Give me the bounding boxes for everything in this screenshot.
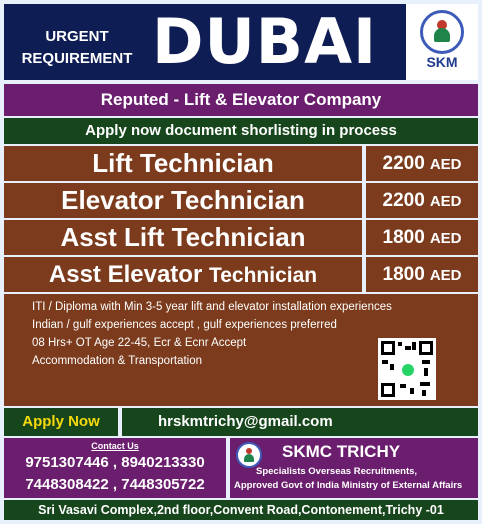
qr-module xyxy=(412,342,416,350)
location-title: DUBAI xyxy=(152,5,378,78)
job-title: Asst Lift Technician xyxy=(4,220,366,255)
qr-finder xyxy=(419,341,433,355)
company-type-band: Reputed - Lift & Elevator Company xyxy=(4,84,478,116)
email-link[interactable]: hrskmtrichy@gmail.com xyxy=(158,413,333,430)
address-bar: Sri Vasavi Complex,2nd floor,Convent Road,Contonement,Trichy -01 xyxy=(4,500,478,520)
salary-amount: 1800 xyxy=(382,227,425,248)
contact-box xyxy=(4,438,226,498)
job-title: Elevator Technician xyxy=(4,183,366,218)
job-title-main: Asst Elevator xyxy=(48,261,203,288)
qr-code-icon[interactable] xyxy=(378,338,436,400)
qr-module xyxy=(390,364,394,370)
company-tagline: Specialists Overseas Recruitments, xyxy=(256,466,418,477)
job-title-sub: Technician xyxy=(208,264,318,287)
contact-label: Contact Us xyxy=(91,441,139,451)
qr-module xyxy=(400,384,406,388)
qr-finder xyxy=(381,341,395,355)
salary-amount: 1800 xyxy=(382,264,425,285)
qr-module xyxy=(410,388,414,394)
shortlisting-band: Apply now document shorlisting in process xyxy=(4,118,478,144)
job-row xyxy=(4,220,478,257)
header-banner xyxy=(4,4,406,80)
job-row xyxy=(4,183,478,220)
qr-module xyxy=(405,346,411,350)
company-approval: Approved Govt of India Ministry of External Affairs xyxy=(234,480,463,491)
skm-logo-icon xyxy=(406,4,478,80)
requirement-line: 08 Hrs+ OT Age 22-45, Ecr & Ecnr Accept xyxy=(32,337,247,349)
company-box xyxy=(230,438,478,498)
company-name: SKMC TRICHY xyxy=(282,442,401,461)
salary-amount: 2200 xyxy=(382,153,425,174)
qr-module xyxy=(424,368,428,376)
phone-numbers[interactable]: 7448308422 , 7448305722 xyxy=(25,476,205,493)
salary-currency: AED xyxy=(429,193,462,210)
skm-logo-icon xyxy=(236,442,262,468)
logo-figure xyxy=(244,454,254,462)
logo-text: SKM xyxy=(426,54,458,70)
job-row xyxy=(4,257,478,294)
job-title xyxy=(4,257,366,292)
phone-numbers[interactable]: 9751307446 , 8940213330 xyxy=(25,454,205,471)
job-title: Lift Technician xyxy=(4,146,366,181)
whatsapp-icon xyxy=(400,362,416,378)
salary-currency: AED xyxy=(429,230,462,247)
apply-row xyxy=(4,408,478,436)
qr-module xyxy=(422,390,426,396)
qr-module xyxy=(398,342,402,346)
qr-module xyxy=(420,382,430,386)
job-row xyxy=(4,146,478,183)
requirement-line: Indian / gulf experiences accept , gulf experiences preferred xyxy=(32,319,337,331)
urgent-requirement xyxy=(16,26,138,70)
job-list xyxy=(4,146,478,294)
salary-currency: AED xyxy=(429,156,462,173)
qr-module xyxy=(422,360,430,364)
urgent-line: URGENT xyxy=(45,28,109,45)
requirement-line: ITI / Diploma with Min 3-5 year lift and elevator installation experiences xyxy=(32,301,392,313)
salary-amount: 2200 xyxy=(382,190,425,211)
apply-now-label: Apply Now xyxy=(4,408,122,436)
qr-finder xyxy=(381,383,395,397)
job-salary xyxy=(366,220,478,255)
job-salary xyxy=(366,257,478,292)
requirement-line: REQUIREMENT xyxy=(21,50,133,67)
salary-currency: AED xyxy=(429,267,462,284)
logo-figure xyxy=(434,28,450,42)
job-salary xyxy=(366,183,478,218)
qr-module xyxy=(382,360,388,364)
job-salary xyxy=(366,146,478,181)
requirement-line: Accommodation & Transportation xyxy=(32,355,203,367)
